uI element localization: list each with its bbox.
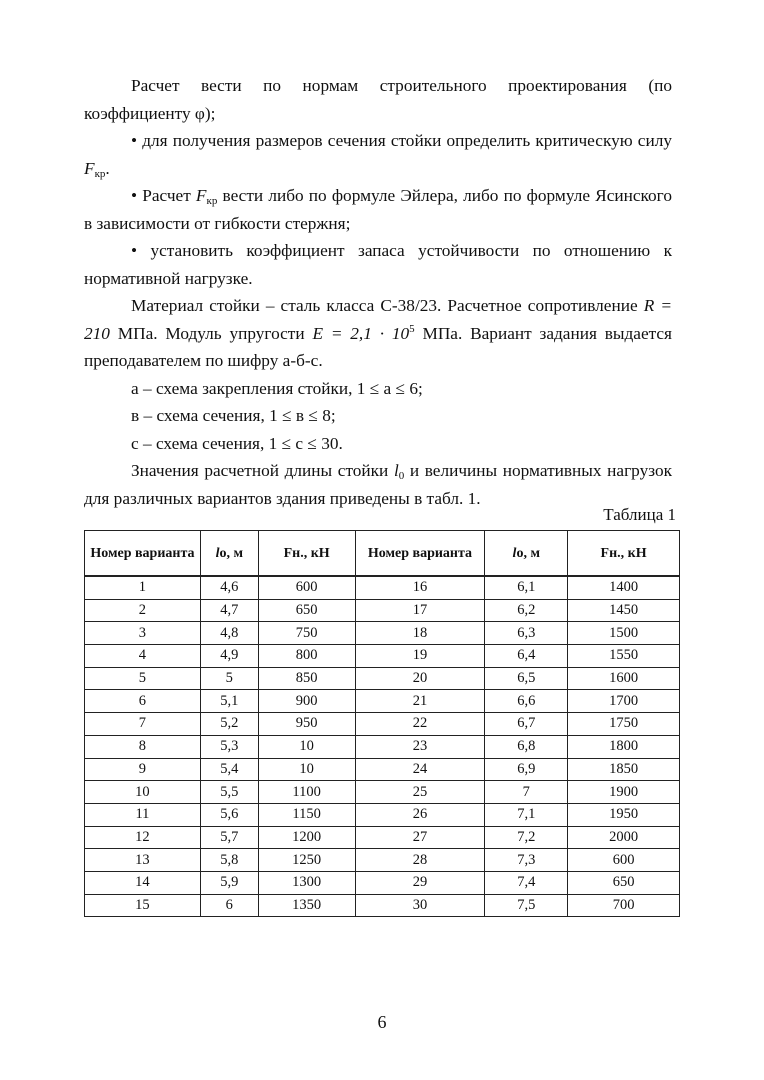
text: • Расчет [131,186,196,205]
table-cell: 1500 [568,622,680,645]
table-cell: 6,4 [485,645,568,668]
table-cell: 29 [355,871,485,894]
symbol-l: l [512,545,517,561]
table-cell: 11 [85,803,201,826]
table-cell: 750 [258,622,355,645]
table-cell: 1250 [258,849,355,872]
table-cell: 650 [258,599,355,622]
header-variant: Номер варианта [85,531,201,577]
table-cell: 10 [258,735,355,758]
table-cell: 1900 [568,781,680,804]
header-variant: Номер варианта [355,531,485,577]
table-cell: 4,6 [200,576,258,599]
text: Материал стойки – сталь класса С-38/23. Расчетное сопротивление [131,296,644,315]
formula-e: E = 2,1 · 10 [312,323,410,343]
table-cell: 5,8 [200,849,258,872]
table-cell: 1300 [258,871,355,894]
table-cell: 6,2 [485,599,568,622]
table-cell: 6,1 [485,576,568,599]
header-load: Fн., кН [568,531,680,577]
table-cell: 2000 [568,826,680,849]
table-cell: 850 [258,667,355,690]
table-cell: 1200 [258,826,355,849]
table-cell: 18 [355,622,485,645]
table-cell: 16 [355,576,485,599]
table-row [85,735,680,758]
table-cell: 24 [355,758,485,781]
table-cell: 10 [85,781,201,804]
table-cell: 7,1 [485,803,568,826]
table-row [85,781,680,804]
table-cell: 600 [568,849,680,872]
table-cell: 20 [355,667,485,690]
table-row [85,713,680,736]
header-suffix: о, м [219,545,243,561]
table-cell: 6 [85,690,201,713]
formula-r: R = 210 [84,296,673,343]
table-cell: 950 [258,713,355,736]
table-cell: 5,7 [200,826,258,849]
exponent: 5 [409,322,415,335]
text: МПа. Вариант задания выдается преподавателем по шифру а-б-с. [84,323,672,371]
table-cell: 13 [85,849,201,872]
table-row [85,803,680,826]
table-cell: 4,7 [200,599,258,622]
table-cell: 3 [85,622,201,645]
table-row [85,894,680,917]
header-length [200,531,258,577]
table-cell: 1600 [568,667,680,690]
header-load: Fн., кН [258,531,355,577]
table-cell: 700 [568,894,680,917]
table-cell: 5,9 [200,871,258,894]
table-cell: 5,3 [200,735,258,758]
table-cell: 17 [355,599,485,622]
variants-table [84,530,680,917]
header-length [485,531,568,577]
table-cell: 650 [568,871,680,894]
bullet-euler [84,182,672,237]
table-cell: 6,8 [485,735,568,758]
table-header-row [85,531,680,577]
table-cell: 1 [85,576,201,599]
symbol-f: F [195,186,207,205]
table-cell: 5,5 [200,781,258,804]
table-row [85,667,680,690]
list-item-c: с – схема сечения, 1 ≤ с ≤ 30. [131,434,343,453]
table-cell: 1550 [568,645,680,668]
table-cell: 27 [355,826,485,849]
table-cell: 15 [85,894,201,917]
text: Значения расчетной длины стойки [131,461,394,480]
list-item-a: а – схема закрепления стойки, 1 ≤ а ≤ 6; [131,379,423,398]
table-cell: 5 [200,667,258,690]
table-cell: 25 [355,781,485,804]
table-cell: 7,2 [485,826,568,849]
table-cell: 1400 [568,576,680,599]
symbol-l: l [215,545,220,561]
subscript: кр [206,195,218,207]
table-cell: 5,4 [200,758,258,781]
table-cell: 5,2 [200,713,258,736]
table-cell: 6,9 [485,758,568,781]
bullet-critical-force [84,127,672,182]
table-cell: 1700 [568,690,680,713]
table-cell: 6,6 [485,690,568,713]
table-cell: 8 [85,735,201,758]
table-cell: 14 [85,871,201,894]
list-item-b: в – схема сечения, 1 ≤ в ≤ 8; [131,406,336,425]
table-cell: 5,6 [200,803,258,826]
page-number: 6 [377,1012,387,1032]
table-row [85,871,680,894]
table-cell: 2 [85,599,201,622]
table-cell: 4,9 [200,645,258,668]
table-cell: 1750 [568,713,680,736]
table-cell: 6,7 [485,713,568,736]
table-row [85,645,680,668]
table-cell: 21 [355,690,485,713]
text: • для получения размеров сечения стойки определить критическую силу [131,131,672,150]
header-suffix: о, м [516,545,540,561]
table-row [85,599,680,622]
table-cell: 600 [258,576,355,599]
table-cell: 26 [355,803,485,826]
table-cell: 1150 [258,803,355,826]
table-cell: 1850 [568,758,680,781]
table-cell: 7,3 [485,849,568,872]
table-cell: 7 [85,713,201,736]
table-caption: Таблица 1 [603,505,676,524]
table-cell: 30 [355,894,485,917]
subscript: кр [94,167,106,180]
text: вести либо по формуле Эйлера, либо по формуле Ясинского в зависимости от гибкости стержня; [84,186,672,233]
table-cell: 6,5 [485,667,568,690]
table-cell: 5 [85,667,201,690]
table-cell: 7 [485,781,568,804]
table-row [85,758,680,781]
table-row [85,622,680,645]
paragraph-values [84,457,672,512]
table-cell: 800 [258,645,355,668]
table-cell: 7,5 [485,894,568,917]
table-cell: 6,3 [485,622,568,645]
table-cell: 1800 [568,735,680,758]
table-cell: 5,1 [200,690,258,713]
table-cell: 4 [85,645,201,668]
table-cell: 12 [85,826,201,849]
table-cell: 19 [355,645,485,668]
table-cell: 6 [200,894,258,917]
table-cell: 900 [258,690,355,713]
subscript: 0 [398,470,405,482]
table-row [85,826,680,849]
table-cell: 7,4 [485,871,568,894]
paragraph-method: Расчет вести по нормам строительного проектирования (по коэффициенту φ); [84,76,672,123]
symbol-f: F [84,158,95,178]
paragraph-material [84,292,672,375]
table-row [85,690,680,713]
table-cell: 22 [355,713,485,736]
bullet-safety-factor: • установить коэффициент запаса устойчивости по отношению к нормативной нагрузке. [84,241,672,288]
table-row [85,849,680,872]
table-cell: 1450 [568,599,680,622]
table-cell: 1350 [258,894,355,917]
table-cell: 9 [85,758,201,781]
table-cell: 1100 [258,781,355,804]
table-cell: 28 [355,849,485,872]
table-cell: 23 [355,735,485,758]
symbol-l: l [393,461,399,480]
table-cell: 4,8 [200,622,258,645]
table-cell: 10 [258,758,355,781]
table-row [85,576,680,599]
text: . [105,158,110,178]
text: МПа. Модуль упругости [109,323,313,343]
text: и величины нормативных нагрузок для различных вариантов здания приведены в табл. 1. [84,461,672,508]
table-cell: 1950 [568,803,680,826]
